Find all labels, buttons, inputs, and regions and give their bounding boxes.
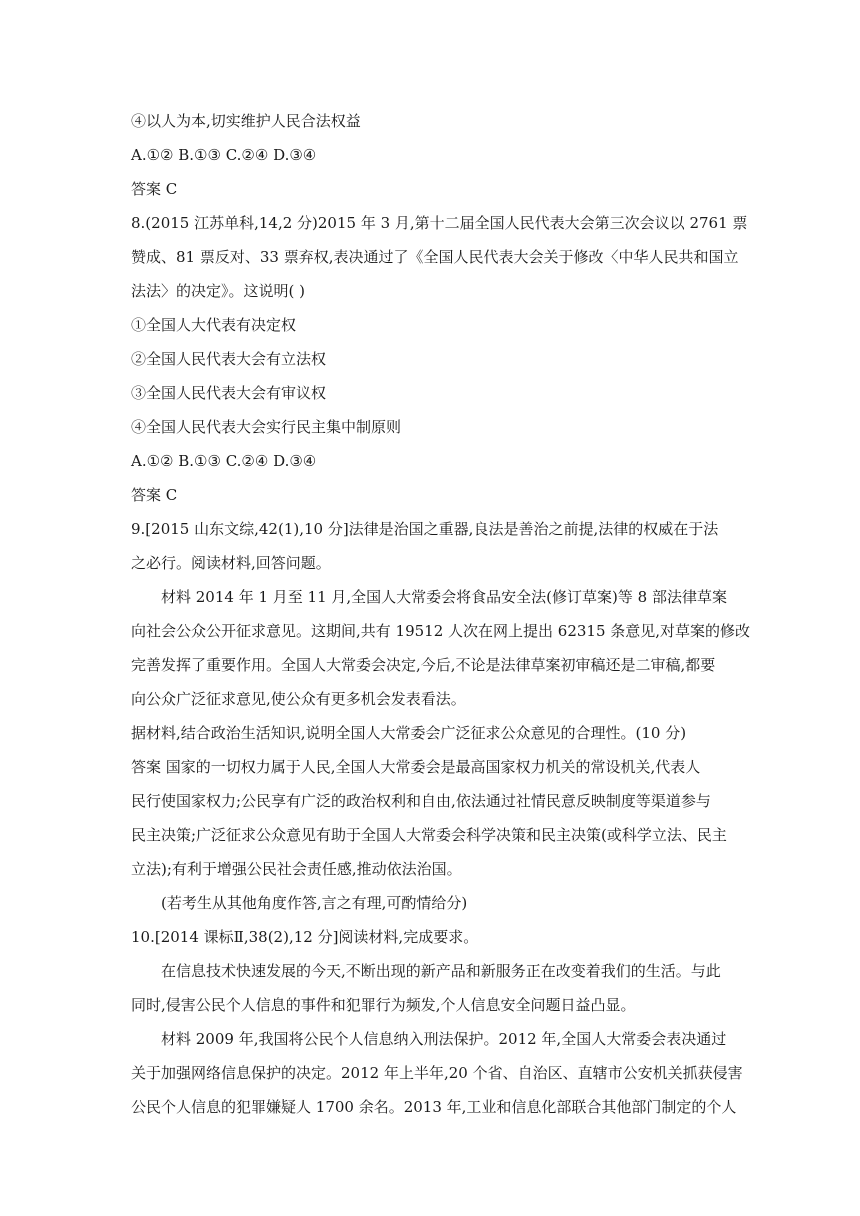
text-line: 向公众广泛征求意见,使公众有更多机会发表看法。 — [131, 690, 466, 708]
options-line: A.①② B.①③ C.②④ D.③④ — [131, 452, 317, 470]
answer-line: 答案 C — [131, 180, 178, 198]
text-line: ④全国人民代表大会实行民主集中制原则 — [131, 418, 402, 436]
text-line: 据材料,结合政治生活知识,说明全国人大常委会广泛征求公众意见的合理性。(10 分) — [131, 724, 687, 742]
answer-line: 答案 国家的一切权力属于人民,全国人大常委会是最高国家权力机关的常设机关,代表人 — [131, 758, 701, 776]
text-line: 赞成、81 票反对、33 票弃权,表决通过了《全国人民代表大会关于修改〈中华人民共和国立 — [131, 248, 739, 266]
text-line: ④以人为本,切实维护人民合法权益 — [131, 112, 361, 130]
text-line: 向社会公众公开征求意见。这期间,共有 19512 人次在网上提出 62315 条意见,对草案的修改 — [131, 622, 751, 640]
options-line: A.①② B.①③ C.②④ D.③④ — [131, 146, 317, 164]
question-9-line: 9.[2015 山东文综,42(1),10 分]法律是治国之重器,良法是善治之前提,法律的权威在于法 — [131, 520, 719, 538]
text-line: 之必行。阅读材料,回答问题。 — [131, 554, 331, 572]
text-line: ②全国人民代表大会有立法权 — [131, 350, 327, 368]
text-line: 立法);有利于增强公民社会责任感,推动依法治国。 — [131, 860, 462, 878]
text-line: 法法〉的决定》。这说明( ) — [131, 282, 305, 300]
text-line: ③全国人民代表大会有审议权 — [131, 384, 327, 402]
question-10-line: 10.[2014 课标Ⅱ,38(2),12 分]阅读材料,完成要求。 — [131, 928, 479, 946]
text-line: 关于加强网络信息保护的决定。2012 年上半年,20 个省、自治区、直辖市公安机关抓获侵害 — [131, 1064, 743, 1082]
text-line: ①全国人大代表有决定权 — [131, 316, 297, 334]
text-line: 民行使国家权力;公民享有广泛的政治权利和自由,依法通过社情民意反映制度等渠道参与 — [131, 792, 711, 810]
document-page — [131, 104, 751, 1124]
text-line: 同时,侵害公民个人信息的事件和犯罪行为频发,个人信息安全问题日益凸显。 — [131, 996, 636, 1014]
text-line: 公民个人信息的犯罪嫌疑人 1700 余名。2013 年,工业和信息化部联合其他部门制定的个人 — [131, 1098, 737, 1116]
text-line: 在信息技术快速发展的今天,不断出现的新产品和新服务正在改变着我们的生活。与此 — [161, 962, 721, 980]
material-line: 材料 2014 年 1 月至 11 月,全国人大常委会将食品安全法(修订草案)等 8 部法律草案 — [161, 588, 727, 606]
answer-line: 答案 C — [131, 486, 178, 504]
text-line: 完善发挥了重要作用。全国人大常委会决定,今后,不论是法律草案初审稿还是二审稿,都要 — [131, 656, 716, 674]
material-line: 材料 2009 年,我国将公民个人信息纳入刑法保护。2012 年,全国人大常委会表决通过 — [161, 1030, 727, 1048]
question-8-line: 8.(2015 江苏单科,14,2 分)2015 年 3 月,第十二届全国人民代表大会第三次会议以 2761 票 — [131, 214, 748, 232]
note-line: (若考生从其他角度作答,言之有理,可酌情给分) — [161, 894, 468, 912]
text-line: 民主决策;广泛征求公众意见有助于全国人大常委会科学决策和民主决策(或科学立法、民主 — [131, 826, 727, 844]
